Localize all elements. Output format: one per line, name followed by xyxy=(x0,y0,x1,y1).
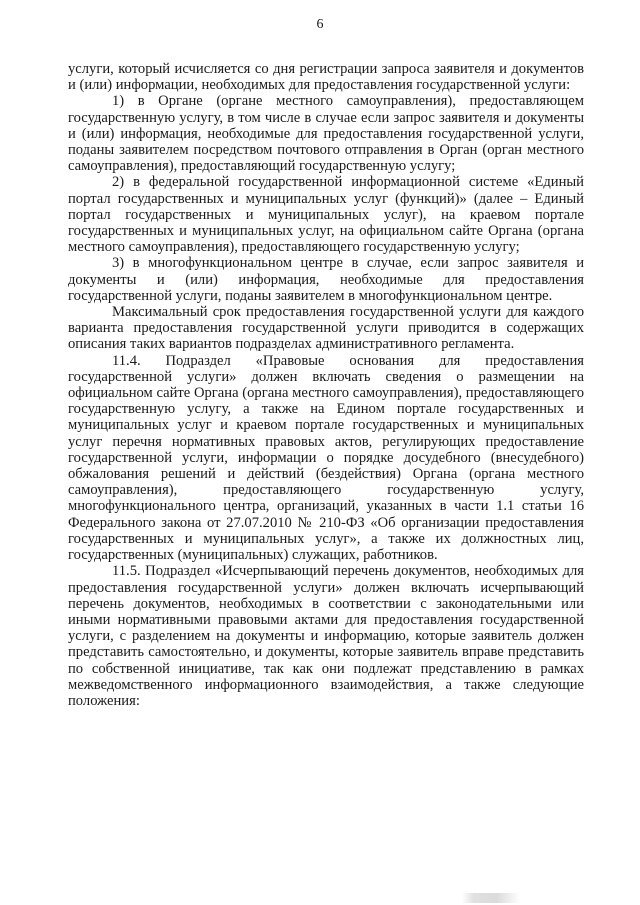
page-number: 6 xyxy=(316,17,324,32)
paragraph-11-4: 11.4. Подраздел «Правовые основания для предоставления государственной услуги» должен включать сведения о размещении на официальном сайте Органа (органа местного самоуправления), предоставляющего государственную услугу, а также на Едином портале государственных и муниципальных услуг и краевом портале государственных и муниципальных услуг перечня нормативных правовых актов, регулирующих предоставление государственной услуги, информации о порядке досудебного (внесудебного) обжалования решений и действий (бездействия) Органа (органа местного самоуправления), предоставляющего государственную услугу, многофункционального центра, организаций, указанных в части 1.1 статьи 16 Федерального закона от 27.07.2010 № 210-ФЗ «Об организации предоставления государственных и муниципальных услуг», а также их должностных лиц, государственных (муниципальных) служащих, работников. xyxy=(68,352,584,564)
document-body xyxy=(68,61,584,709)
paragraph-11-5: 11.5. Подраздел «Исчерпывающий перечень документов, необходимых для предоставления государственной услуги» должен включать исчерпывающий перечень документов, необходимых в соответствии с законодательными или иными нормативными правовыми актами для предоставления государственной услуги, с разделением на документы и информацию, которые заявитель должен представить самостоятельно, и документы, которые заявитель вправе представить по собственной инициативе, так как они подлежат представлению в рамках межведомственного информационного взаимодействия, а также следующие положения: xyxy=(68,563,584,709)
paragraph-item-1: 1) в Органе (органе местного самоуправления), предоставляющем государственную услугу, в том числе в случае если запрос заявителя и документы и (или) информация, необходимые для предоставления государственной услуги, поданы заявителем посредством почтового отправления в Орган (орган местного самоуправления), предоставляющий государственную услугу; xyxy=(68,93,584,175)
paragraph-deadline-start: услуги, который исчисляется со дня регистрации запроса заявителя и документов и (или) информации, необходимых для предоставления государственной услуги: xyxy=(68,61,584,94)
paragraph-max-term: Максимальный срок предоставления государственной услуги для каждого варианта предоставления государственной услуги приводится в содержащих описания таких вариантов подразделах административного регламента. xyxy=(68,304,584,353)
paragraph-item-3: 3) в многофункциональном центре в случае, если запрос заявителя и документы и (или) информация, необходимые для предоставления государственной услуги, поданы заявителем в многофункциональном центре. xyxy=(68,255,584,304)
scan-edge-mark xyxy=(462,893,520,903)
paragraph-item-2: 2) в федеральной государственной информационной системе «Единый портал государственных и муниципальных услуг (функций)» (далее – Единый портал государственных и муниципальных услуг), на краевом портале государственных и муниципальных услуг, на официальном сайте Органа (органа местного самоуправления), предоставляющего государственную услугу; xyxy=(68,174,584,256)
